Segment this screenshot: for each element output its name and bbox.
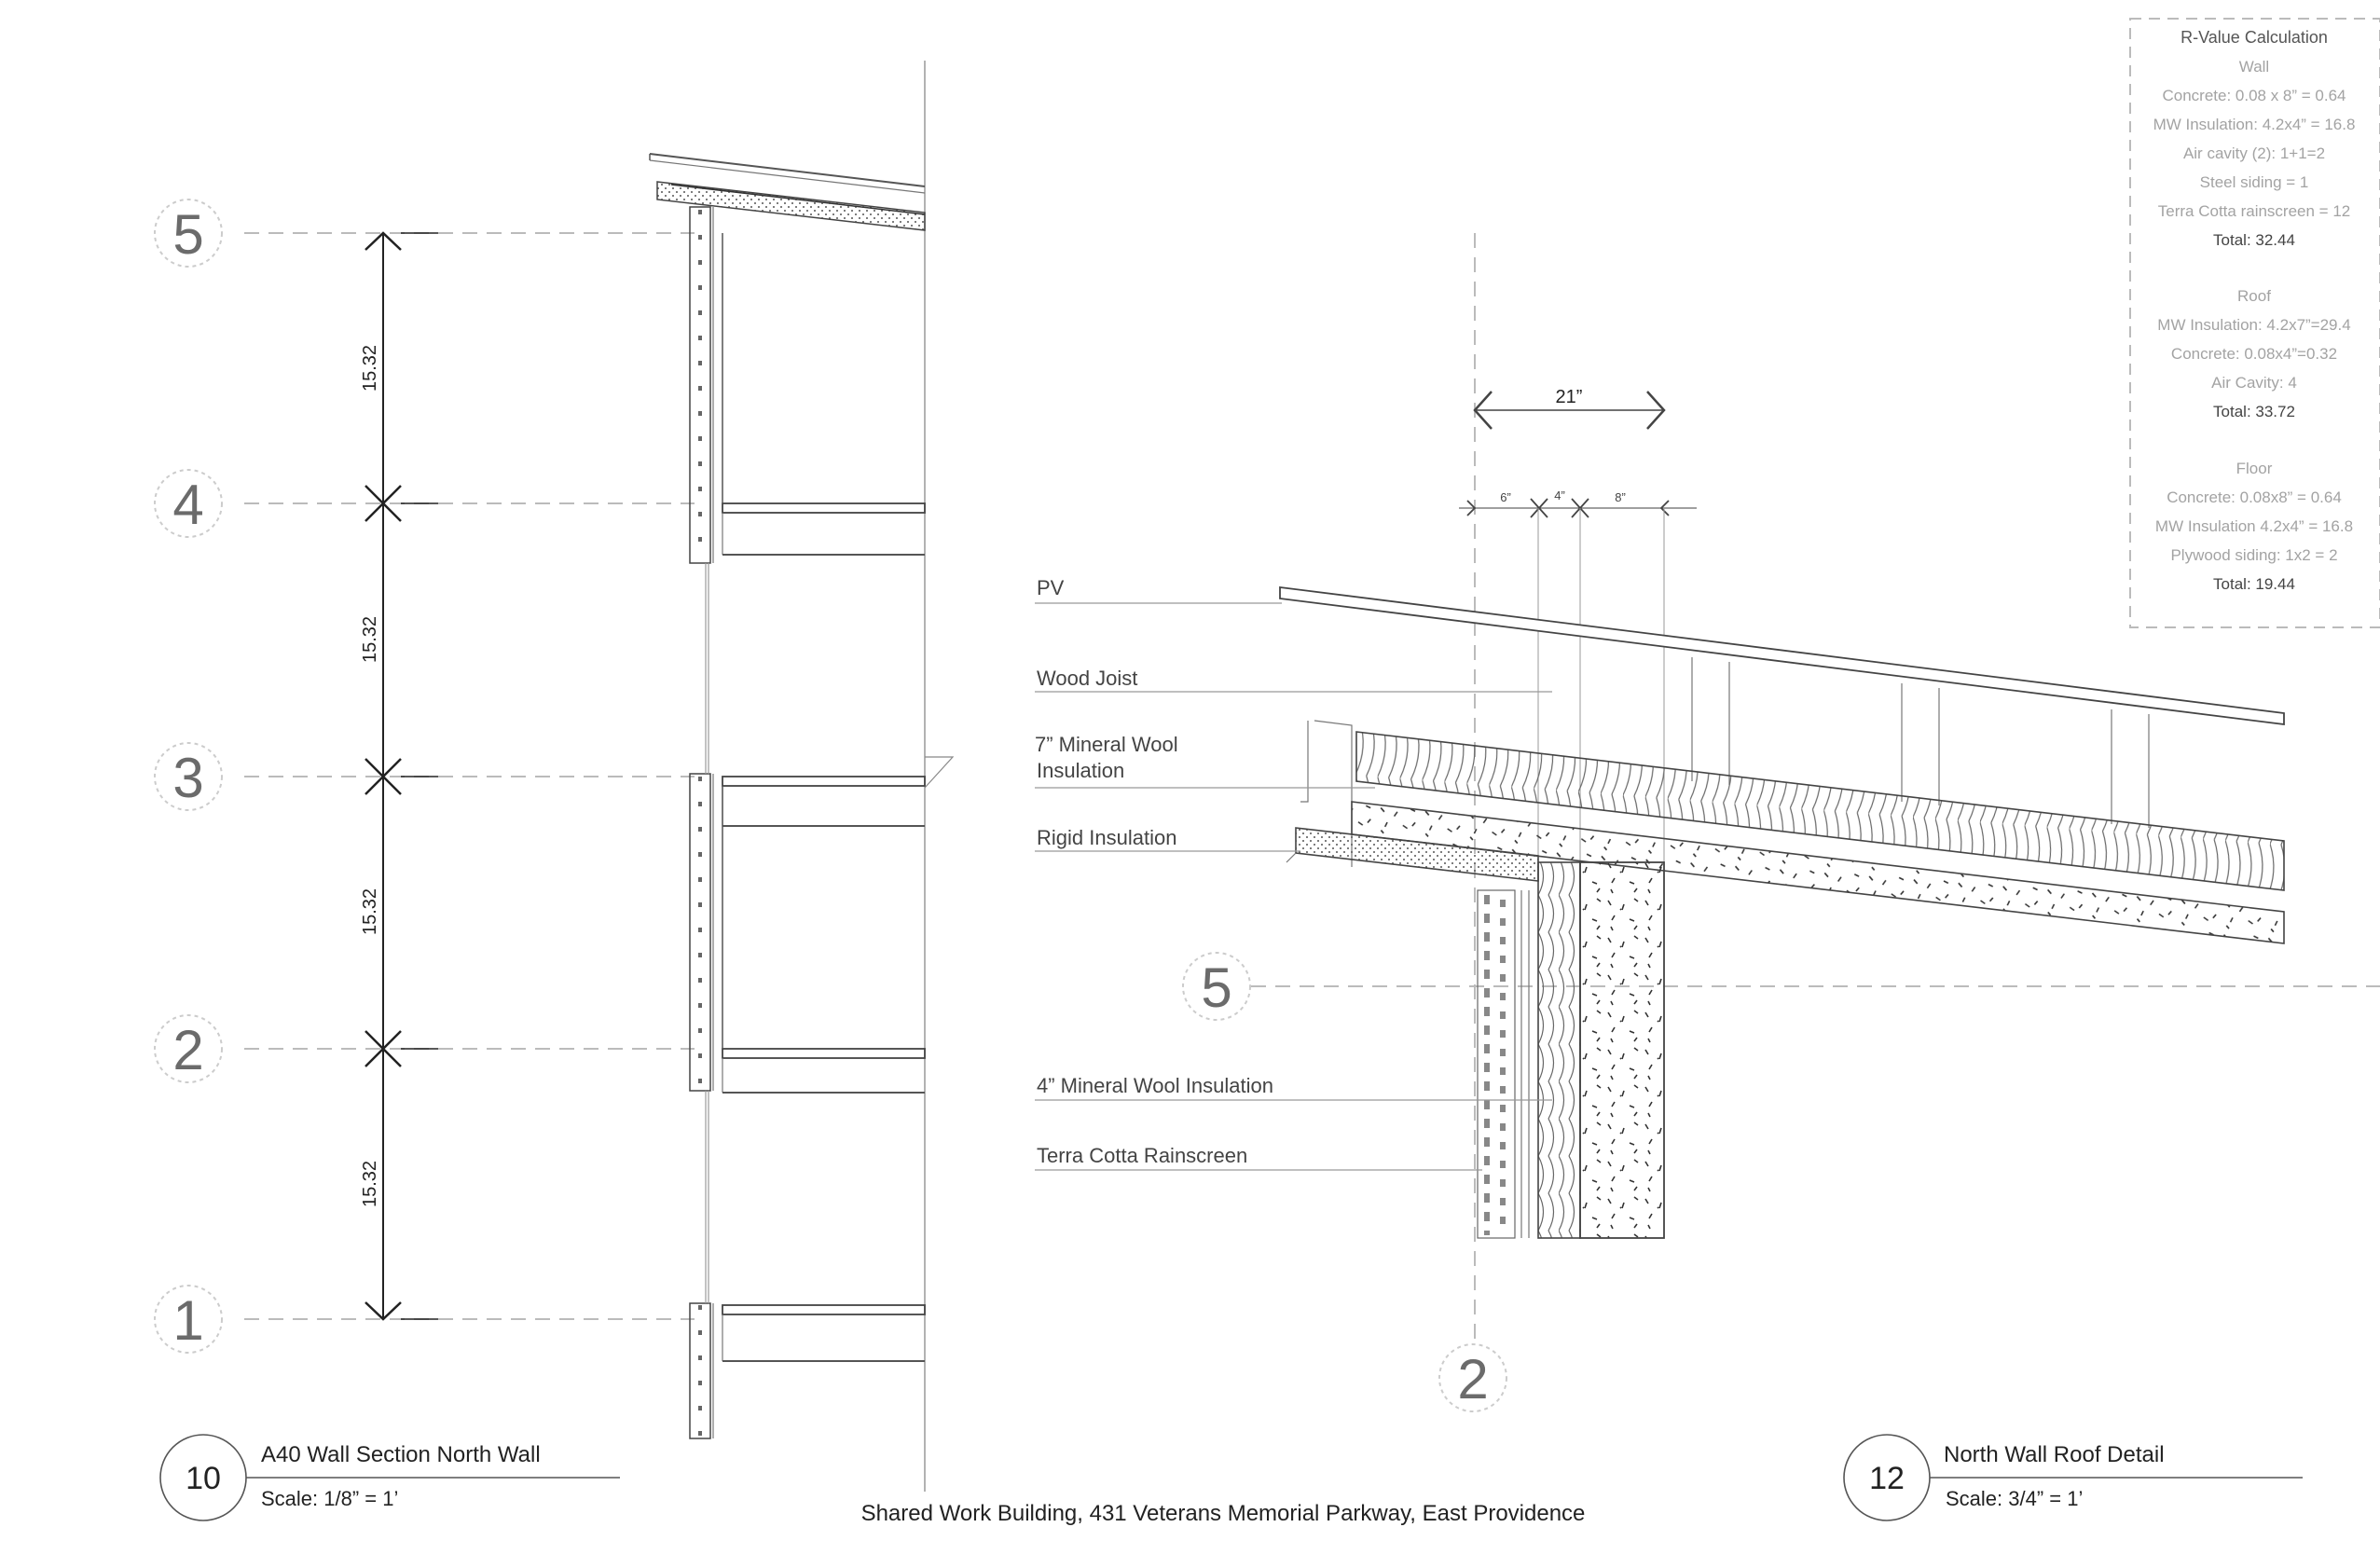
drawing-number: 12	[1869, 1461, 1905, 1496]
svg-text:Concrete: 0.08 x 8” = 0.64: Concrete: 0.08 x 8” = 0.64	[2162, 87, 2346, 104]
svg-text:Concrete: 0.08x4”=0.32: Concrete: 0.08x4”=0.32	[2170, 345, 2338, 363]
drawing-title: North Wall Roof Detail	[1944, 1442, 2165, 1467]
label-rigid-insulation: Rigid Insulation	[1037, 826, 1177, 849]
rvalue-roof-total: Total: 33.72	[2213, 403, 2295, 420]
rvalue-heading: R-Value Calculation	[2181, 28, 2328, 47]
label-terra-cotta-rainscreen: Terra Cotta Rainscreen	[1037, 1144, 1248, 1167]
grid-bubble-level-1	[155, 1286, 222, 1353]
dimension-21	[1475, 387, 1664, 429]
wall-section-facade	[690, 207, 713, 1438]
svg-text:5: 5	[1201, 956, 1232, 1019]
svg-text:MW Insulation: 4.2x7”=29.4: MW Insulation: 4.2x7”=29.4	[2157, 316, 2351, 334]
rvalue-floor-total: Total: 19.44	[2213, 575, 2295, 593]
svg-text:4: 4	[172, 474, 204, 536]
svg-text:3: 3	[172, 747, 204, 809]
rvalue-floor-title: Floor	[2236, 460, 2273, 477]
svg-text:1: 1	[172, 1289, 204, 1352]
drawing-scale: Scale: 1/8” = 1’	[261, 1487, 399, 1510]
svg-text:Plywood siding: 1x2 = 2: Plywood siding: 1x2 = 2	[2170, 546, 2338, 564]
roof-detail-drawing	[1035, 233, 2380, 1411]
drawing-title: A40 Wall Section North Wall	[261, 1442, 541, 1467]
r-value-calculation-box	[2130, 19, 2380, 627]
svg-text:4”: 4”	[1554, 488, 1565, 502]
dimension-label: 15.32	[360, 887, 380, 936]
label-wood-joist: Wood Joist	[1037, 667, 1138, 690]
grid-bubble-level-5	[155, 200, 222, 267]
svg-text:5: 5	[172, 203, 204, 266]
grid-bubble-level-4	[155, 470, 222, 537]
svg-text:Air cavity (2): 1+1=2: Air cavity (2): 1+1=2	[2182, 144, 2326, 162]
svg-text:2: 2	[172, 1019, 204, 1081]
drawing-number: 10	[186, 1461, 221, 1496]
rvalue-roof-title: Roof	[2237, 287, 2271, 305]
label-4in-mineral-wool: 4” Mineral Wool Insulation	[1037, 1074, 1273, 1097]
sheet-footer: Shared Work Building, 431 Veterans Memorial Parkway, East Providence	[860, 1501, 1586, 1526]
svg-text:Steel siding = 1: Steel siding = 1	[2199, 173, 2309, 191]
dimension-label: 15.32	[360, 1160, 380, 1208]
grid-bubble-column-2	[1439, 1344, 1506, 1411]
wall-section-roof	[650, 154, 925, 230]
svg-text:MW Insulation: 4.2x4” = 16.8: MW Insulation: 4.2x4” = 16.8	[2153, 116, 2356, 133]
grid-bubble-level-5-detail	[1183, 953, 1250, 1020]
dimension-label: 15.32	[360, 344, 380, 392]
svg-text:8”: 8”	[1615, 490, 1626, 504]
label-pv: PV	[1037, 576, 1065, 599]
svg-text:Concrete: 0.08x8” = 0.64: Concrete: 0.08x8” = 0.64	[2167, 488, 2342, 506]
rvalue-wall-title: Wall	[2238, 58, 2270, 76]
svg-text:Air Cavity: 4: Air Cavity: 4	[2211, 374, 2297, 392]
grid-bubble-level-3	[155, 743, 222, 810]
drawing-scale: Scale: 3/4” = 1’	[1946, 1487, 2084, 1510]
terra-cotta-rainscreen	[1478, 890, 1529, 1238]
label-7in-mineral-wool: 7” Mineral Wool	[1035, 733, 1178, 756]
svg-text:Terra Cotta rainscreen = 12: Terra Cotta rainscreen = 12	[2157, 202, 2351, 220]
svg-text:MW Insulation 4.2x4” = 16.8: MW Insulation 4.2x4” = 16.8	[2154, 517, 2354, 535]
title-block-roof-detail	[1844, 1435, 2303, 1520]
svg-text:2: 2	[1457, 1348, 1489, 1410]
svg-text:6”: 6”	[1500, 490, 1511, 504]
grid-bubble-level-2	[155, 1015, 222, 1082]
svg-text:21”: 21”	[1555, 387, 1583, 407]
dimension-label: 15.32	[360, 615, 380, 664]
wall-section-drawing	[155, 61, 953, 1492]
rvalue-wall-total: Total: 32.44	[2213, 231, 2295, 249]
title-block-wall-section	[160, 1435, 620, 1520]
label-7in-mineral-wool-line2: Insulation	[1037, 759, 1125, 782]
wall-section-slabs	[722, 233, 953, 1361]
